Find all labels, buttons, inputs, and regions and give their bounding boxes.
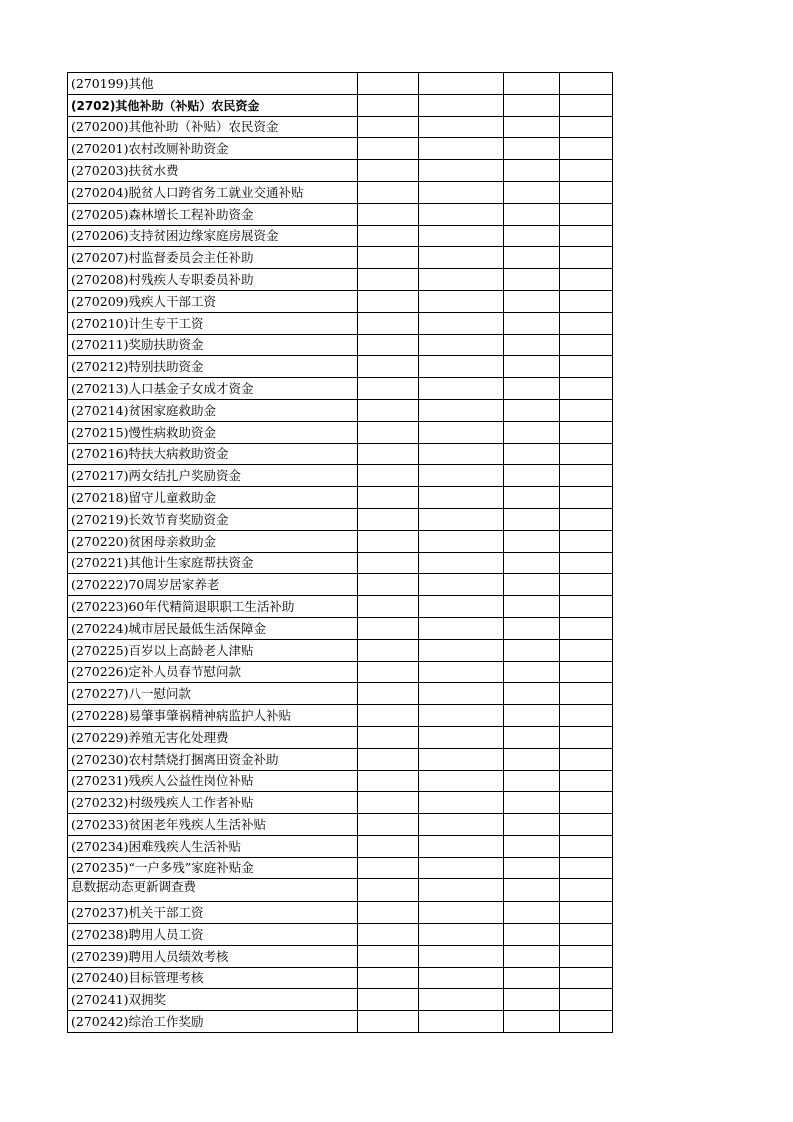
- value-cell-3[interactable]: [504, 617, 560, 639]
- table-row: [68, 639, 613, 661]
- value-cell-2[interactable]: [419, 617, 504, 639]
- value-cell-4[interactable]: [560, 399, 613, 421]
- table-row: [68, 792, 613, 814]
- table-row: [68, 879, 613, 902]
- value-cell-2[interactable]: [419, 356, 504, 378]
- value-cell-2[interactable]: [419, 225, 504, 247]
- value-cell-2[interactable]: [419, 530, 504, 552]
- table-row: [68, 596, 613, 618]
- value-cell-3[interactable]: [504, 508, 560, 530]
- value-cell-1[interactable]: [358, 726, 419, 748]
- value-cell-1[interactable]: [358, 290, 419, 312]
- item-name-cell[interactable]: (270203)扶贫水费: [68, 160, 358, 182]
- value-cell-4[interactable]: [560, 726, 613, 748]
- value-cell-2[interactable]: [419, 705, 504, 727]
- value-cell-2[interactable]: [419, 639, 504, 661]
- table-row: [68, 770, 613, 792]
- value-cell-4[interactable]: [560, 945, 613, 967]
- value-cell-4[interactable]: [560, 73, 613, 95]
- value-cell-4[interactable]: [560, 225, 613, 247]
- table-row: [68, 465, 613, 487]
- item-name-cell[interactable]: (270205)森林增长工程补助资金: [68, 203, 358, 225]
- value-cell-2[interactable]: [419, 770, 504, 792]
- value-cell-4[interactable]: [560, 835, 613, 857]
- item-name-cell[interactable]: (270224)城市居民最低生活保障金: [68, 617, 358, 639]
- value-cell-2[interactable]: [419, 160, 504, 182]
- value-cell-3[interactable]: [504, 879, 560, 902]
- value-cell-1[interactable]: [358, 247, 419, 269]
- value-cell-1[interactable]: [358, 879, 419, 902]
- value-cell-3[interactable]: [504, 989, 560, 1011]
- value-cell-1[interactable]: [358, 814, 419, 836]
- table-row: [68, 508, 613, 530]
- value-cell-3[interactable]: [504, 225, 560, 247]
- value-cell-1[interactable]: [358, 748, 419, 770]
- item-name-cell[interactable]: (270235)“一户多残”家庭补贴金: [68, 857, 358, 879]
- value-cell-3[interactable]: [504, 792, 560, 814]
- value-cell-1[interactable]: [358, 160, 419, 182]
- table-row: [68, 726, 613, 748]
- table-row: [68, 399, 613, 421]
- value-cell-2[interactable]: [419, 814, 504, 836]
- value-cell-1[interactable]: [358, 989, 419, 1011]
- value-cell-2[interactable]: [419, 857, 504, 879]
- value-cell-3[interactable]: [504, 465, 560, 487]
- item-name-cell[interactable]: (270227)八一慰问款: [68, 683, 358, 705]
- value-cell-1[interactable]: [358, 530, 419, 552]
- value-cell-4[interactable]: [560, 683, 613, 705]
- value-cell-4[interactable]: [560, 247, 613, 269]
- value-cell-4[interactable]: [560, 661, 613, 683]
- value-cell-4[interactable]: [560, 748, 613, 770]
- table-row: [68, 552, 613, 574]
- value-cell-3[interactable]: [504, 116, 560, 138]
- value-cell-2[interactable]: [419, 269, 504, 291]
- value-cell-1[interactable]: [358, 443, 419, 465]
- value-cell-3[interactable]: [504, 378, 560, 400]
- table-row: [68, 814, 613, 836]
- item-name-cell[interactable]: (270233)贫困老年残疾人生活补贴: [68, 814, 358, 836]
- value-cell-4[interactable]: [560, 596, 613, 618]
- value-cell-4[interactable]: [560, 487, 613, 509]
- value-cell-4[interactable]: [560, 639, 613, 661]
- value-cell-1[interactable]: [358, 945, 419, 967]
- value-cell-3[interactable]: [504, 814, 560, 836]
- value-cell-1[interactable]: [358, 378, 419, 400]
- item-name-cell[interactable]: (270237)机关干部工资: [68, 902, 358, 924]
- item-name-cell[interactable]: (270221)其他计生家庭帮扶资金: [68, 552, 358, 574]
- value-cell-3[interactable]: [504, 94, 560, 116]
- table-row: [68, 160, 613, 182]
- value-cell-3[interactable]: [504, 574, 560, 596]
- value-cell-4[interactable]: [560, 443, 613, 465]
- value-cell-3[interactable]: [504, 945, 560, 967]
- value-cell-1[interactable]: [358, 574, 419, 596]
- value-cell-4[interactable]: [560, 705, 613, 727]
- item-name-cell[interactable]: (270232)村级残疾人工作者补贴: [68, 792, 358, 814]
- item-name-cell[interactable]: (270210)计生专干工资: [68, 312, 358, 334]
- value-cell-4[interactable]: [560, 203, 613, 225]
- table-row: [68, 487, 613, 509]
- table-row: [68, 290, 613, 312]
- spreadsheet-table: [67, 72, 613, 1033]
- value-cell-1[interactable]: [358, 312, 419, 334]
- value-cell-3[interactable]: [504, 683, 560, 705]
- value-cell-3[interactable]: [504, 181, 560, 203]
- value-cell-3[interactable]: [504, 399, 560, 421]
- item-name-cell[interactable]: (270217)两女结扎户奖励资金: [68, 465, 358, 487]
- value-cell-1[interactable]: [358, 835, 419, 857]
- table-row: [68, 181, 613, 203]
- item-name-cell[interactable]: (270234)困难残疾人生活补贴: [68, 835, 358, 857]
- table-row: [68, 356, 613, 378]
- value-cell-2[interactable]: [419, 902, 504, 924]
- item-name-cell[interactable]: (270225)百岁以上高龄老人津贴: [68, 639, 358, 661]
- table-row: [68, 902, 613, 924]
- item-name-cell[interactable]: (270229)养殖无害化处理费: [68, 726, 358, 748]
- value-cell-4[interactable]: [560, 924, 613, 946]
- table-row: [68, 683, 613, 705]
- value-cell-3[interactable]: [504, 290, 560, 312]
- value-cell-3[interactable]: [504, 312, 560, 334]
- value-cell-1[interactable]: [358, 181, 419, 203]
- value-cell-3[interactable]: [504, 726, 560, 748]
- value-cell-1[interactable]: [358, 596, 419, 618]
- value-cell-2[interactable]: [419, 443, 504, 465]
- table-row: [68, 924, 613, 946]
- value-cell-4[interactable]: [560, 269, 613, 291]
- value-cell-2[interactable]: [419, 116, 504, 138]
- value-cell-3[interactable]: [504, 203, 560, 225]
- item-name-cell[interactable]: (270241)双拥奖: [68, 989, 358, 1011]
- table-row: [68, 94, 613, 116]
- value-cell-2[interactable]: [419, 945, 504, 967]
- value-cell-4[interactable]: [560, 530, 613, 552]
- value-cell-1[interactable]: [358, 399, 419, 421]
- table-row: [68, 661, 613, 683]
- value-cell-4[interactable]: [560, 792, 613, 814]
- item-name-cell[interactable]: (270223)60年代精简退职职工生活补助: [68, 596, 358, 618]
- value-cell-3[interactable]: [504, 552, 560, 574]
- value-cell-3[interactable]: [504, 770, 560, 792]
- value-cell-4[interactable]: [560, 465, 613, 487]
- value-cell-3[interactable]: [504, 596, 560, 618]
- value-cell-3[interactable]: [504, 661, 560, 683]
- value-cell-1[interactable]: [358, 138, 419, 160]
- value-cell-2[interactable]: [419, 508, 504, 530]
- value-cell-2[interactable]: [419, 835, 504, 857]
- table-row: [68, 378, 613, 400]
- table-row: [68, 116, 613, 138]
- value-cell-2[interactable]: [419, 661, 504, 683]
- value-cell-3[interactable]: [504, 247, 560, 269]
- table-row: [68, 617, 613, 639]
- value-cell-2[interactable]: [419, 94, 504, 116]
- value-cell-2[interactable]: [419, 792, 504, 814]
- table-row: [68, 705, 613, 727]
- value-cell-2[interactable]: [419, 748, 504, 770]
- item-name-cell[interactable]: (270200)其他补助（补贴）农民资金: [68, 116, 358, 138]
- item-name-cell[interactable]: (270207)村监督委员会主任补助: [68, 247, 358, 269]
- value-cell-3[interactable]: [504, 421, 560, 443]
- item-name-cell[interactable]: (270230)农村禁烧打捆离田资金补助: [68, 748, 358, 770]
- table-row: [68, 203, 613, 225]
- value-cell-3[interactable]: [504, 748, 560, 770]
- item-name-cell[interactable]: (270208)村残疾人专职委员补助: [68, 269, 358, 291]
- value-cell-2[interactable]: [419, 574, 504, 596]
- value-cell-2[interactable]: [419, 596, 504, 618]
- item-name-cell[interactable]: (270212)特别扶助资金: [68, 356, 358, 378]
- table-row: [68, 269, 613, 291]
- item-name-cell[interactable]: (270216)特扶大病救助资金: [68, 443, 358, 465]
- value-cell-2[interactable]: [419, 399, 504, 421]
- value-cell-3[interactable]: [504, 705, 560, 727]
- table-row: [68, 225, 613, 247]
- value-cell-4[interactable]: [560, 814, 613, 836]
- item-name-cell[interactable]: (270213)人口基金子女成才资金: [68, 378, 358, 400]
- value-cell-3[interactable]: [504, 639, 560, 661]
- value-cell-4[interactable]: [560, 508, 613, 530]
- item-name-cell[interactable]: (270206)支持贫困边缘家庭房展资金: [68, 225, 358, 247]
- value-cell-3[interactable]: [504, 487, 560, 509]
- value-cell-3[interactable]: [504, 857, 560, 879]
- table-row: [68, 967, 613, 989]
- value-cell-3[interactable]: [504, 138, 560, 160]
- table-row: [68, 989, 613, 1011]
- value-cell-1[interactable]: [358, 902, 419, 924]
- table-row: [68, 312, 613, 334]
- value-cell-2[interactable]: [419, 465, 504, 487]
- value-cell-2[interactable]: [419, 290, 504, 312]
- value-cell-4[interactable]: [560, 378, 613, 400]
- item-name-cell[interactable]: (270211)奖励扶助资金: [68, 334, 358, 356]
- value-cell-1[interactable]: [358, 421, 419, 443]
- value-cell-2[interactable]: [419, 487, 504, 509]
- item-name-cell[interactable]: (270209)残疾人干部工资: [68, 290, 358, 312]
- table-row: [68, 1011, 613, 1033]
- value-cell-1[interactable]: [358, 924, 419, 946]
- value-cell-3[interactable]: [504, 967, 560, 989]
- value-cell-2[interactable]: [419, 138, 504, 160]
- category-heading-cell[interactable]: (2702)其他补助（补贴）农民资金: [68, 94, 358, 116]
- value-cell-4[interactable]: [560, 552, 613, 574]
- table-row: [68, 247, 613, 269]
- value-cell-2[interactable]: [419, 312, 504, 334]
- value-cell-2[interactable]: [419, 552, 504, 574]
- value-cell-4[interactable]: [560, 334, 613, 356]
- item-name-cell[interactable]: (270222)70周岁居家养老: [68, 574, 358, 596]
- table-row: [68, 748, 613, 770]
- item-name-cell[interactable]: (270240)目标管理考核: [68, 967, 358, 989]
- value-cell-1[interactable]: [358, 683, 419, 705]
- value-cell-1[interactable]: [358, 269, 419, 291]
- value-cell-1[interactable]: [358, 203, 419, 225]
- value-cell-3[interactable]: [504, 902, 560, 924]
- table-row: [68, 443, 613, 465]
- value-cell-4[interactable]: [560, 356, 613, 378]
- value-cell-4[interactable]: [560, 160, 613, 182]
- value-cell-1[interactable]: [358, 94, 419, 116]
- value-cell-2[interactable]: [419, 421, 504, 443]
- item-name-cell[interactable]: (270201)农村改厕补助资金: [68, 138, 358, 160]
- value-cell-4[interactable]: [560, 181, 613, 203]
- value-cell-1[interactable]: [358, 552, 419, 574]
- table-row: [68, 945, 613, 967]
- value-cell-2[interactable]: [419, 181, 504, 203]
- table-row: [68, 73, 613, 95]
- item-name-cell[interactable]: (270204)脱贫人口跨省务工就业交通补贴: [68, 181, 358, 203]
- value-cell-2[interactable]: [419, 334, 504, 356]
- value-cell-1[interactable]: [358, 639, 419, 661]
- value-cell-3[interactable]: [504, 1011, 560, 1033]
- value-cell-1[interactable]: [358, 487, 419, 509]
- value-cell-4[interactable]: [560, 312, 613, 334]
- value-cell-3[interactable]: [504, 356, 560, 378]
- value-cell-2[interactable]: [419, 879, 504, 902]
- value-cell-1[interactable]: [358, 770, 419, 792]
- item-name-cell[interactable]: (270242)综治工作奖励: [68, 1011, 358, 1033]
- value-cell-4[interactable]: [560, 138, 613, 160]
- item-name-cell[interactable]: (270219)长效节育奖励资金: [68, 508, 358, 530]
- item-name-cell[interactable]: (270218)留守儿童救助金: [68, 487, 358, 509]
- item-name-cell[interactable]: (270226)定补人员春节慰问款: [68, 661, 358, 683]
- item-name-cell[interactable]: (270215)慢性病救助资金: [68, 421, 358, 443]
- value-cell-4[interactable]: [560, 770, 613, 792]
- item-name-cell[interactable]: 息数据动态更新调查费: [68, 879, 358, 902]
- value-cell-4[interactable]: [560, 902, 613, 924]
- table-row: [68, 857, 613, 879]
- item-name-cell[interactable]: (270231)残疾人公益性岗位补贴: [68, 770, 358, 792]
- item-name-cell[interactable]: (270214)贫困家庭救助金: [68, 399, 358, 421]
- value-cell-1[interactable]: [358, 792, 419, 814]
- value-cell-1[interactable]: [358, 857, 419, 879]
- table-row: [68, 334, 613, 356]
- value-cell-2[interactable]: [419, 683, 504, 705]
- value-cell-2[interactable]: [419, 967, 504, 989]
- value-cell-4[interactable]: [560, 1011, 613, 1033]
- value-cell-4[interactable]: [560, 421, 613, 443]
- item-name-cell[interactable]: (270199)其他: [68, 73, 358, 95]
- item-name-cell[interactable]: (270239)聘用人员绩效考核: [68, 945, 358, 967]
- value-cell-4[interactable]: [560, 857, 613, 879]
- value-cell-1[interactable]: [358, 334, 419, 356]
- value-cell-1[interactable]: [358, 356, 419, 378]
- value-cell-1[interactable]: [358, 617, 419, 639]
- value-cell-4[interactable]: [560, 617, 613, 639]
- value-cell-2[interactable]: [419, 73, 504, 95]
- value-cell-1[interactable]: [358, 116, 419, 138]
- value-cell-4[interactable]: [560, 290, 613, 312]
- value-cell-1[interactable]: [358, 508, 419, 530]
- table-row: [68, 138, 613, 160]
- value-cell-3[interactable]: [504, 443, 560, 465]
- value-cell-2[interactable]: [419, 989, 504, 1011]
- value-cell-4[interactable]: [560, 116, 613, 138]
- value-cell-1[interactable]: [358, 1011, 419, 1033]
- value-cell-3[interactable]: [504, 530, 560, 552]
- table-row: [68, 574, 613, 596]
- value-cell-4[interactable]: [560, 967, 613, 989]
- item-name-cell[interactable]: (270238)聘用人员工资: [68, 924, 358, 946]
- value-cell-2[interactable]: [419, 378, 504, 400]
- value-cell-3[interactable]: [504, 334, 560, 356]
- value-cell-1[interactable]: [358, 225, 419, 247]
- value-cell-3[interactable]: [504, 160, 560, 182]
- item-name-cell[interactable]: (270228)易肇事肇祸精神病监护人补贴: [68, 705, 358, 727]
- value-cell-1[interactable]: [358, 705, 419, 727]
- value-cell-3[interactable]: [504, 269, 560, 291]
- value-cell-1[interactable]: [358, 73, 419, 95]
- table-body: [68, 73, 613, 1033]
- table-row: [68, 835, 613, 857]
- value-cell-4[interactable]: [560, 989, 613, 1011]
- value-cell-1[interactable]: [358, 661, 419, 683]
- value-cell-4[interactable]: [560, 879, 613, 902]
- item-name-cell[interactable]: (270220)贫困母亲救助金: [68, 530, 358, 552]
- value-cell-4[interactable]: [560, 574, 613, 596]
- value-cell-3[interactable]: [504, 835, 560, 857]
- value-cell-1[interactable]: [358, 967, 419, 989]
- value-cell-3[interactable]: [504, 924, 560, 946]
- value-cell-2[interactable]: [419, 924, 504, 946]
- value-cell-2[interactable]: [419, 203, 504, 225]
- table-row: [68, 421, 613, 443]
- value-cell-2[interactable]: [419, 726, 504, 748]
- value-cell-4[interactable]: [560, 94, 613, 116]
- value-cell-3[interactable]: [504, 73, 560, 95]
- table-row: [68, 530, 613, 552]
- value-cell-2[interactable]: [419, 1011, 504, 1033]
- value-cell-1[interactable]: [358, 465, 419, 487]
- value-cell-2[interactable]: [419, 247, 504, 269]
